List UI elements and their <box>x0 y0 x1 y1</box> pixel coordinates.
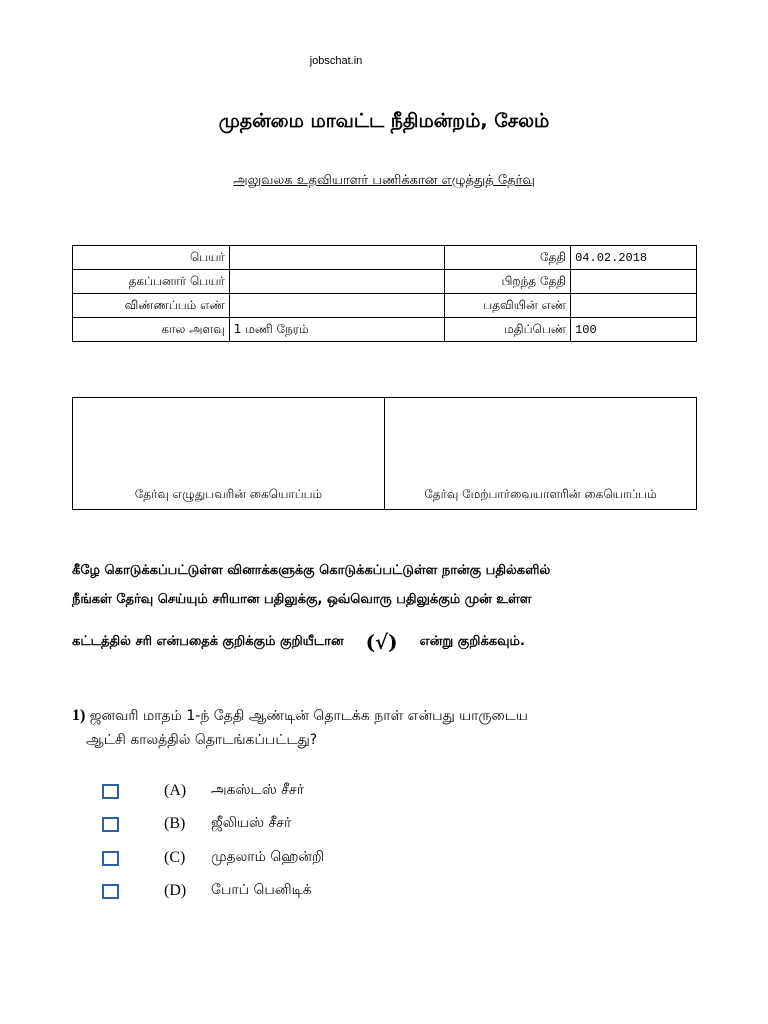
info-row-name <box>73 246 697 270</box>
birth-date-label: பிறந்த தேதி <box>445 270 571 294</box>
name-field[interactable] <box>229 246 445 270</box>
instruction-line-2: நீங்கள் தேர்வு செய்யும் சரியான பதிலுக்கு, ஒவ்வொரு பதிலுக்கும் முன் உள்ள <box>72 592 532 607</box>
instruction-line-1: கீழே கொடுக்கப்பட்டுள்ள வினாக்களுக்கு கொடுக்கப்பட்டுள்ள நான்கு பதில்களில் <box>72 563 551 578</box>
option-b-letter: (B) <box>164 815 186 832</box>
marks-value: 100 <box>571 318 697 342</box>
candidate-signature-box[interactable] <box>73 398 385 510</box>
invigilator-signature-box[interactable] <box>385 398 697 510</box>
marks-label: மதிப்பெண் <box>445 318 571 342</box>
instruction-line-3-end: என்று குறிக்கவும். <box>419 634 525 649</box>
tick-symbol: (√) <box>365 630 398 654</box>
question-text-line-1: ஜனவரி மாதம் 1-ந் தேதி ஆண்டின் தொடக்க நாள் என்பது யாருடைய <box>89 708 528 724</box>
option-b-text: ஜீலியஸ் சீசர் <box>211 815 292 831</box>
exam-title: அலுவலக உதவியாளர் பணிக்கான எழுத்துத் தேர்வு <box>233 173 535 188</box>
question-1 <box>72 704 697 752</box>
option-d-letter: (D) <box>164 882 187 899</box>
candidate-signature-label: தேர்வு எழுதுபவரின் கையொப்பம் <box>134 487 323 501</box>
post-number-label: பதவியின் எண் <box>445 294 571 318</box>
name-label: பெயர் <box>73 246 230 270</box>
option-b <box>102 812 291 836</box>
info-row-application <box>73 294 697 318</box>
signature-table <box>72 397 697 510</box>
option-c-checkbox[interactable] <box>102 851 119 866</box>
question-text-line-2: ஆட்சி காலத்தில் தொடங்கப்பட்டது? <box>86 732 318 748</box>
option-c-letter: (C) <box>164 849 186 866</box>
info-row-duration <box>73 318 697 342</box>
question-number: 1) <box>72 707 86 724</box>
date-value: 04.02.2018 <box>571 246 697 270</box>
option-b-checkbox[interactable] <box>102 817 119 832</box>
application-number-label: விண்ணப்பம் எண் <box>73 294 230 318</box>
option-c-text: முதலாம் ஹென்றி <box>211 849 324 865</box>
option-a-letter: (A) <box>164 782 187 799</box>
option-a <box>102 779 304 803</box>
father-name-label: தகப்பனார் பெயர் <box>73 270 230 294</box>
option-d-checkbox[interactable] <box>102 884 119 899</box>
option-c <box>102 846 324 870</box>
option-a-checkbox[interactable] <box>102 784 119 799</box>
instruction-line-3-text: கட்டத்தில் சரி என்பதைக் குறிக்கும் குறியீடான <box>72 634 344 649</box>
info-row-father <box>73 270 697 294</box>
option-d-text: போப் பெனிடிக் <box>211 882 312 898</box>
duration-label: கால அளவு <box>73 318 230 342</box>
candidate-info-table <box>72 245 697 342</box>
option-d <box>102 879 312 903</box>
duration-value: 1 மணி நேரம் <box>229 318 445 342</box>
date-label: தேதி <box>445 246 571 270</box>
application-number-field[interactable] <box>229 294 445 318</box>
instruction-line-3 <box>72 630 697 654</box>
birth-date-field[interactable] <box>571 270 697 294</box>
question-1-line-1 <box>72 704 697 728</box>
site-watermark: jobschat.in <box>309 55 363 67</box>
post-number-field[interactable] <box>571 294 697 318</box>
court-title: முதன்மை மாவட்ட நீதிமன்றம், சேலம் <box>218 110 550 132</box>
invigilator-signature-label: தேர்வு மேற்பார்வையாளரின் கையொப்பம் <box>424 487 657 501</box>
father-name-field[interactable] <box>229 270 445 294</box>
option-a-text: அகஸ்டஸ் சீசர் <box>211 782 305 798</box>
